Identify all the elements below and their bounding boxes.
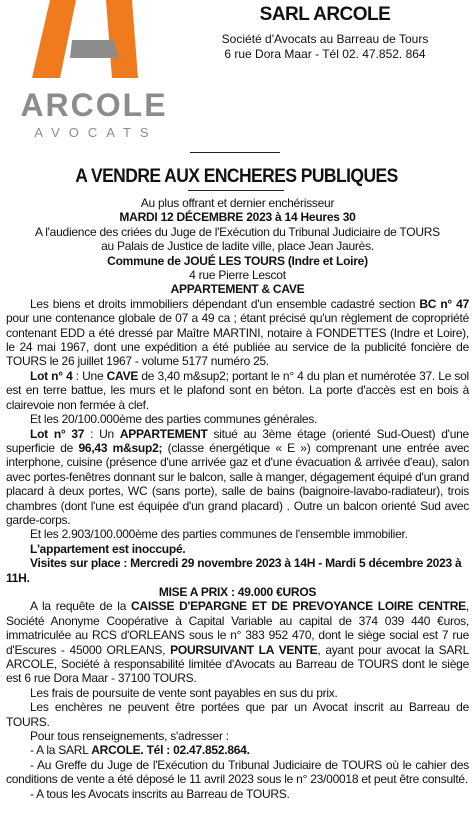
- notice-title: A VENDRE AUX ENCHERES PUBLIQUES: [75, 166, 398, 187]
- info-heading: Pour tous renseignements, s'adresser :: [30, 729, 229, 744]
- auction-date: MARDI 12 DÉCEMBRE 2023 à 14 Heures 30: [119, 210, 356, 225]
- text: : Une: [72, 368, 107, 383]
- text-bold: BC n° 47: [419, 296, 469, 311]
- text: (classe énergétique « E ») comprenant une entrée avec interphone, cuisine (présence d'une arrivée gaz et d'une évacuation & arrivée d'eau), salon avec portes-fenêtres donnant sur le balcon, salle à manger, dégagement équipé d'un grand placard à deux portes, WC (sans porte), salle de bains (baignoire-lavabo-radiateur), trois chambres (dont l'une est équipée d'un grand placard) . Outre un balcon orienté Sud avec garde-corps.: [6, 440, 470, 527]
- text: - A la SARL: [30, 743, 92, 758]
- firm-name: SARL ARCOLE: [259, 4, 391, 25]
- address: 4 rue Pierre Lescot: [189, 268, 286, 283]
- contact-greffe: - Au Greffe du Juge de l'Exécution du Tribunal Judiciaire de TOURS où le cahier des conditions de vente a été déposé le 11 avril 2023 sous le n° 23/00018 et peut être consulté.: [6, 757, 469, 787]
- intro-line-4: au Palais de Justice de ladite ville, place Jean Jaurès.: [101, 239, 374, 254]
- paragraph-lot-37: [6, 427, 469, 528]
- property-type: APPARTEMENT & CAVE: [170, 282, 305, 297]
- lot-37-share: Et les 2.903/100.000ème des parties communes de l'ensemble immobilier.: [30, 527, 408, 542]
- firm-header: [180, 4, 470, 62]
- text: : Un: [84, 426, 120, 441]
- text: de 3,40 m&sup2; portant le n° 4 du plan et numérotée 37. Le sol est en terre battue, les murs et le plafond sont en béton. La porte d'accès est en bois à clairevoie non fermée à clef.: [6, 368, 469, 412]
- contact-avocats: - A tous les Avocats inscrits au Barreau de TOURS.: [30, 786, 290, 801]
- arcole-logo: [14, 0, 174, 150]
- intro-line-3: A l'audience des criées du Juge de l'Exécution du Tribunal Judiciaire de TOURS: [35, 224, 440, 239]
- logo-subword: AVOCATS: [34, 125, 158, 140]
- divider: [190, 152, 280, 153]
- paragraph-lot-4: [6, 369, 469, 412]
- paragraph-requete: [6, 599, 469, 685]
- text: situé au 3ème étage (orienté Sud-Ouest) d'une superficie de: [6, 426, 469, 455]
- text-bold: CAVE: [106, 368, 139, 383]
- text-bold: APPARTEMENT: [119, 426, 208, 441]
- visits: Visites sur place : Mercredi 29 novembre 2023 à 14H - Mardi 5 décembre 2023 à 11H.: [6, 556, 462, 585]
- text-bold: ARCOLE. Tél : 02.47.852.864.: [91, 743, 250, 758]
- text: , Société Anonyme Coopérative à Capital Variable au capital de 374 039 440 €uros, immatriculée au RCS d'ORLEANS sous le n° 383 952 470, dont le siège social est 7 rue d'Escures - 45000 ORLEANS,: [6, 599, 470, 657]
- text-bold: Lot n° 4: [30, 368, 73, 383]
- title-underline: [188, 190, 284, 191]
- text-bold: 96,43 m&sup2;: [78, 440, 163, 455]
- commune: Commune de JOUÉ LES TOURS (Indre et Loire): [107, 253, 368, 268]
- firm-line-2: 6 rue Dora Maar - Tél 02. 47.852. 864: [224, 47, 426, 61]
- text-bold: CAISSE D'EPARGNE ET DE PREVOYANCE LOIRE CENTRE: [131, 599, 466, 614]
- firm-line-1: Société d'Avocats au Barreau de Tours: [221, 32, 429, 46]
- lot-4-share: Et les 20/100.000ème des parties communes générales.: [30, 412, 318, 427]
- intro-line-1: Au plus offrant et dernier enchérisseur: [140, 196, 335, 210]
- notice-body: [6, 196, 469, 801]
- text: A la requête de la: [30, 599, 132, 614]
- starting-price: MISE A PRIX : 49.000 €UROS: [158, 584, 317, 599]
- text: , ayant pour avocat la SARL ARCOLE, Société à responsabilité limitée d'Avocats au Barreau de TOURS dont le siège est 6 rue Dora Maar - 37100 TOURS.: [6, 642, 469, 686]
- vacancy-status: L'appartement est inoccupé.: [30, 541, 186, 556]
- paragraph-cadastre: [6, 297, 469, 369]
- fees: Les frais de poursuite de vente sont payables en sus du prix.: [30, 685, 338, 700]
- text: Les biens et droits immobiliers dépendant d'un ensemble cadastré section: [30, 296, 420, 311]
- logo-word: ARCOLE: [20, 87, 168, 123]
- text-bold: POURSUIVANT LA VENTE: [170, 642, 318, 657]
- bids: Les enchères ne peuvent être portées que par un Avocat inscrit au Barreau de TOURS.: [6, 700, 469, 729]
- text-bold: Lot n° 37: [30, 426, 85, 441]
- contact-arcole: [6, 743, 469, 757]
- text: pour une contenance globale de 07 a 49 ca ; étant précisé qu'un règlement de copropriété contenant EDD a été dressé par Maître MARTINI, notaire à FONDETTES (Indre et Loire), le 24 mai 1967, dont une expédition a été publiée au service de la publicité foncière de TOURS le 26 juillet 1967 - volume 5177 numéro 25.: [6, 311, 469, 369]
